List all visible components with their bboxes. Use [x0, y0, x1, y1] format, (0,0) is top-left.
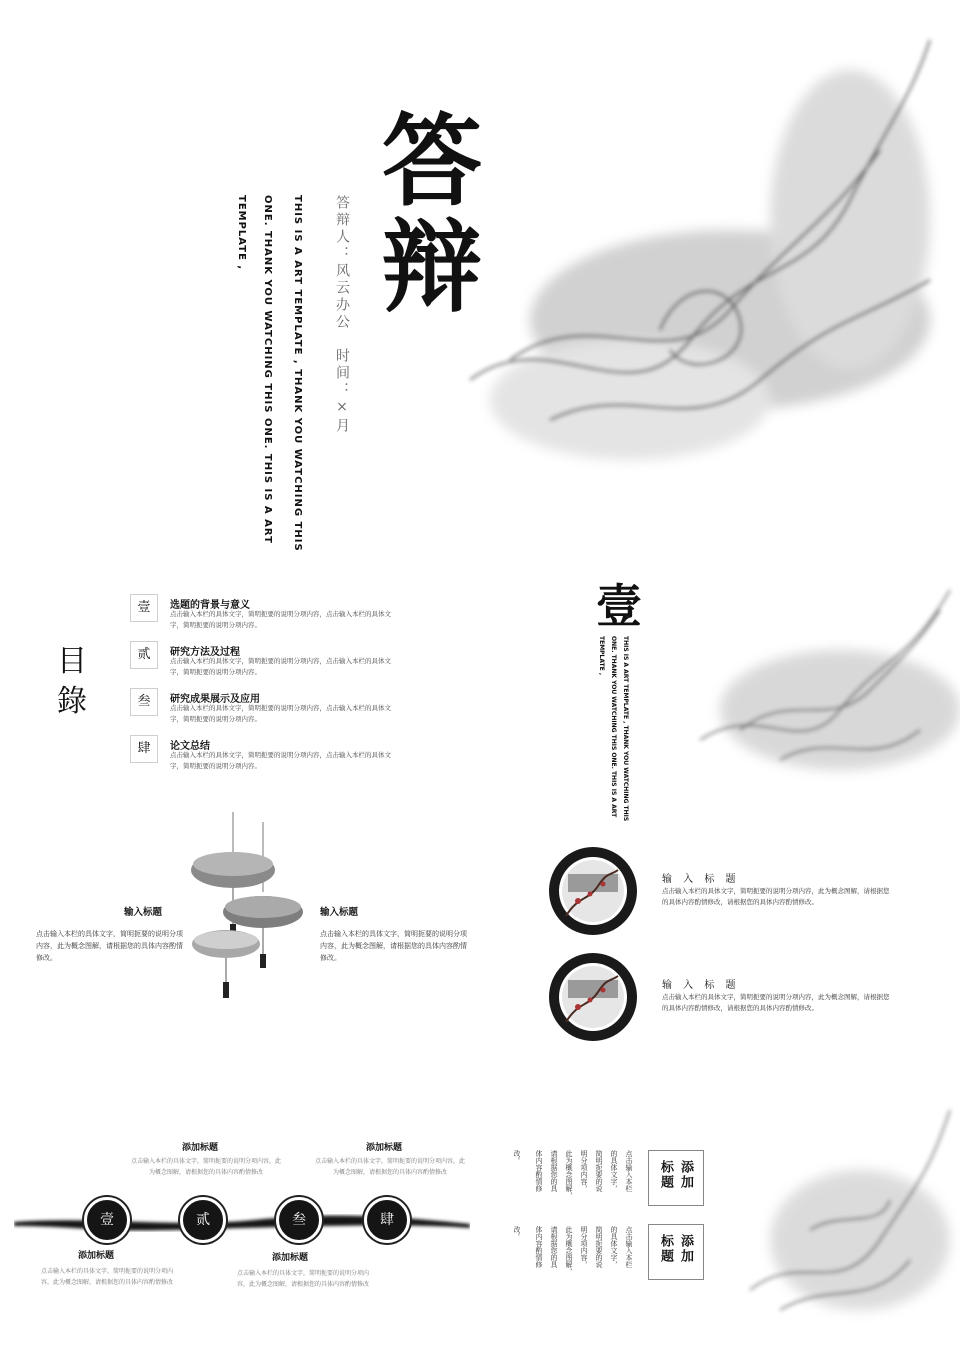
timeline-title: 添加标题	[272, 1253, 309, 1263]
feature-title: 输 入 标 题	[662, 980, 740, 991]
toc-item-title: 研究方法及过程	[170, 647, 240, 658]
vertical-text-column: 的具体文字，	[610, 1150, 618, 1192]
toc-title: 目錄	[57, 644, 87, 719]
vertical-text-column: 此为概念图解，	[565, 1150, 573, 1199]
vertical-text-column: 明分项内容，	[580, 1150, 588, 1192]
title-box-word: 标题	[658, 1234, 673, 1264]
english-subtitle-line: ONE. THANK YOU WATCHING THIS ONE. THIS IS A ART	[262, 195, 273, 544]
toc-number-box: 叁	[130, 688, 158, 716]
vertical-text-column: 简明扼要的说	[595, 1150, 603, 1192]
timeline-node: 肆	[364, 1197, 410, 1243]
vertical-text-column: 改。	[513, 1150, 521, 1164]
timeline-node: 贰	[180, 1197, 226, 1243]
timeline-title: 添加标题	[366, 1143, 403, 1153]
vertical-text-column: 明分项内容，	[580, 1226, 588, 1268]
vertical-text-column: 点击输入本栏	[625, 1150, 633, 1192]
section-english-line: TEMPLATE ,	[598, 636, 605, 676]
toc-number-box: 肆	[130, 735, 158, 763]
section-english-line: THIS IS A ART TEMPLATE , THANK YOU WATCHING THIS	[622, 636, 629, 822]
timeline-text: 点击输入本栏的具体文字，简明扼要的说明分项内容，此为概念图解，请根据您的具体内容酌情修改	[236, 1270, 369, 1288]
toc-item-desc: 点击输入本栏的具体文字，简明扼要的说明分项内容，点击输入本栏的具体文字，简明扼要的说明分项内容。	[170, 657, 391, 676]
timeline-title: 添加标题	[78, 1251, 115, 1261]
title-box-word: 标题	[658, 1160, 673, 1190]
vertical-text-column: 请根据您的具	[550, 1226, 558, 1268]
section-english-line: ONE. THANK YOU WATCHING THIS ONE. THIS IS A ART	[610, 636, 617, 818]
toc-item-title: 研究成果展示及应用	[170, 694, 260, 705]
english-subtitle-line: THIS IS A ART TEMPLATE , THANK YOU WATCHING THIS	[292, 195, 303, 552]
ink-smoke-medium	[680, 570, 960, 810]
vertical-text-column: 此为概念图解，	[565, 1226, 573, 1275]
lantern-illustration	[188, 812, 308, 1012]
title-box-word: 添加	[678, 1160, 693, 1190]
vertical-text-column: 请根据您的具	[550, 1150, 558, 1192]
timeline-text: 点击输入本栏的具体文字，简明扼要的说明分项内容，此为概念图解，请根据您的具体内容酌情修改	[40, 1268, 173, 1286]
vertical-text-column: 体内容酌情修	[535, 1226, 543, 1268]
english-subtitle-line: TEMPLATE ,	[236, 195, 247, 271]
lantern-left-text: 点击输入本栏的具体文字，简明扼要的说明分项内容，此为概念图解，请根据您的具体内容酌情修改。	[36, 930, 183, 962]
toc-item-title: 选题的背景与意义	[170, 600, 250, 611]
vertical-text-column: 改。	[513, 1226, 521, 1240]
feature-text: 点击输入本栏的具体文字，简明扼要的说明分项内容，此为概念图解，请根据您的具体内容酌情修改，请根据您的具体内容酌情修改。	[662, 993, 890, 1012]
timeline-node: 叁	[276, 1197, 322, 1243]
timeline-text: 点击输入本栏的具体文字，简明扼要的说明分项内容，此为概念图解，请根据您的具体内容酌情修改	[314, 1158, 465, 1176]
toc-item-desc: 点击输入本栏的具体文字，简明扼要的说明分项内容，点击输入本栏的具体文字，简明扼要的说明分项内容。	[170, 610, 391, 629]
title-box-word: 添加	[678, 1234, 693, 1264]
ink-circle-photo	[548, 952, 638, 1042]
ink-smoke-small	[740, 1090, 960, 1340]
toc-item-title: 论文总结	[170, 741, 210, 752]
vertical-text-column: 体内容酌情修	[535, 1150, 543, 1192]
main-title: 答辩	[365, 108, 482, 320]
toc-item-desc: 点击输入本栏的具体文字，简明扼要的说明分项内容，点击输入本栏的具体文字，简明扼要的说明分项内容。	[170, 704, 391, 723]
timeline-text: 点击输入本栏的具体文字，简明扼要的说明分项内容，此为概念图解，请根据您的具体内容酌情修改	[130, 1158, 281, 1176]
presenter-info: 答辩人：风云办公 时间：×月	[334, 195, 350, 435]
feature-title: 输 入 标 题	[662, 874, 740, 885]
timeline-title: 添加标题	[182, 1143, 219, 1153]
lantern-right-text: 点击输入本栏的具体文字，简明扼要的说明分项内容，此为概念图解，请根据您的具体内容酌情修改。	[320, 930, 467, 962]
vertical-text-column: 点击输入本栏	[625, 1226, 633, 1268]
ink-smoke-large	[430, 20, 950, 540]
toc-number-box: 贰	[130, 641, 158, 669]
vertical-text-column: 简明扼要的说	[595, 1226, 603, 1268]
lantern-left-title: 输入标题	[124, 907, 163, 918]
toc-number-box: 壹	[130, 594, 158, 622]
feature-text: 点击输入本栏的具体文字，简明扼要的说明分项内容，此为概念图解，请根据您的具体内容酌情修改，请根据您的具体内容酌情修改。	[662, 887, 890, 906]
section-number: 壹	[596, 579, 642, 633]
timeline-node: 壹	[84, 1197, 130, 1243]
ink-circle-photo	[548, 846, 638, 936]
vertical-text-column: 的具体文字，	[610, 1226, 618, 1268]
toc-item-desc: 点击输入本栏的具体文字，简明扼要的说明分项内容，点击输入本栏的具体文字，简明扼要的说明分项内容。	[170, 751, 391, 770]
lantern-right-title: 输入标题	[320, 907, 359, 918]
